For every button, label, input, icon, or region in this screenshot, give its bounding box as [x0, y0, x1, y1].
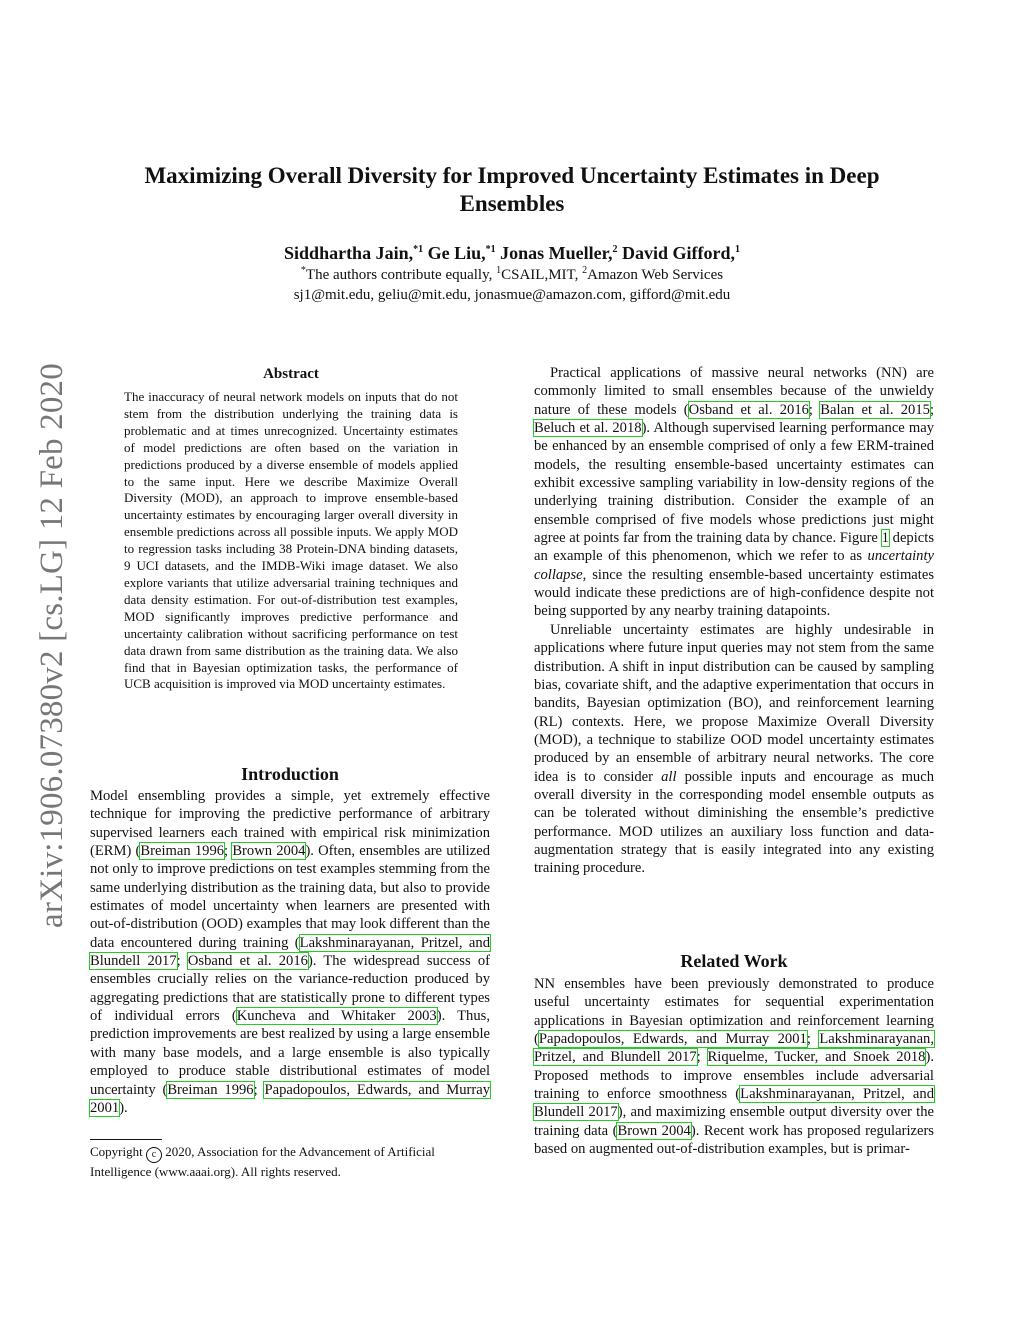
citation-link[interactable]: Lakshminarayanan, Pritzel, and Blundell 2017 — [534, 1086, 934, 1121]
affiliation-mark: 1 — [496, 265, 502, 276]
text-run: ). — [119, 1099, 128, 1116]
text-run: 2020, Association for the Advancement of Artificial Intelligence (www.aaai.org). All rights reserved. — [90, 1144, 435, 1179]
citation-link[interactable]: Breiman 1996 — [140, 843, 225, 860]
citation-link[interactable]: Breiman 1996 — [167, 1081, 254, 1098]
text-run: , since the resulting ensemble-based uncertainty estimates would indicate these predictions are of high-confidence despite not being supported by any nearby training datapoints. — [534, 566, 934, 620]
citation-link[interactable]: Lakshminarayanan, Pritzel, and Blundell 2017 — [90, 934, 490, 970]
text-run: ), and maximizing ensemble output diversity over the training data ( — [534, 1104, 934, 1139]
citation-link[interactable]: Brown 2004 — [617, 1122, 691, 1139]
text-run: ). The widespread success of ensembles crucially relies on the variance-reduction produced by aggregating predictions that are statistically prone to different types of individual errors ( — [90, 953, 490, 1025]
copyright-notice — [90, 1143, 490, 1180]
affiliation-amazon: Amazon Web Services — [587, 267, 724, 283]
author-affiliation-mark: *1 — [485, 244, 496, 255]
arxiv-identifier: arXiv:1906.07380v2 [cs.LG] 12 Feb 2020 — [33, 362, 70, 928]
right-column-body — [534, 364, 934, 878]
text-run: Unreliable uncertainty estimates are highly undesirable in applications where future input queries may not stem from the same distribution. A shift in input distribution can be caused by sampling bias, covariate shift, and the adaptive experimentation that occurs in bandits, Bayesian optimization (BO), and reinforcement learning (RL) contexts. Here, we propose Maximize Overall Diversity (MOD), a technique to stabilize OOD model uncertainty estimates produced by an ensemble of arbitrary neural networks. The core idea is to consider — [534, 621, 934, 785]
author-name: Siddhartha Jain, — [284, 243, 414, 263]
author-emails: sj1@mit.edu, geliu@mit.edu, jonasmue@amazon.com, gifford@mit.edu — [293, 287, 731, 303]
footnote-rule — [90, 1139, 162, 1140]
text-run: ; — [696, 1049, 708, 1066]
body-paragraph — [534, 621, 934, 878]
arxiv-identifier-sidebar — [30, 350, 74, 940]
body-paragraph — [534, 975, 934, 1158]
affiliation-mit: CSAIL,MIT, — [501, 267, 583, 283]
text-run: Copyright — [90, 1144, 146, 1159]
citation-link[interactable]: Papadopoulos, Edwards, and Murray 2001 — [90, 1081, 491, 1116]
equal-contribution-note: The authors contribute equally, — [305, 267, 497, 283]
text-run: ; — [176, 953, 188, 970]
author-list — [100, 241, 924, 265]
paper-title: Maximizing Overall Diversity for Improved Uncertainty Estimates in Deep Ensembles — [144, 163, 880, 216]
text-run: depicts an example of this phenomenon, which we refer to as — [534, 530, 934, 565]
text-run: ). Proposed methods to improve ensembles include adversarial training to enforce smoothness ( — [534, 1049, 934, 1103]
text-run: ). Thus, prediction improvements are best realized by using a large ensemble with many base models, and a large ensemble is also typically employed to produce stable distributional estimates of model uncertainty ( — [90, 1008, 490, 1098]
figure-reference-link[interactable]: 1 — [881, 530, 889, 547]
citation-link[interactable]: Balan et al. 2015 — [820, 401, 930, 418]
text-run: ; — [808, 401, 821, 418]
related-work-heading: Related Work — [680, 951, 788, 971]
emphasized-term: uncertainty collapse — [534, 548, 934, 583]
citation-link[interactable]: Osband et al. 2016 — [688, 401, 809, 418]
text-run: ). Often, ensembles are utilized not only to improve predictions on test examples stemming from the same underlying distribution as the training data, but also to provide estimates of model uncertainty when learners are presented with out-of-distribution (OOD) examples that may look different than the data encountered during training ( — [90, 843, 490, 951]
text-run: ). Recent work has proposed regularizers based on augmented out-of-distribution examples, but is primar- — [534, 1122, 934, 1158]
citation-link[interactable]: Lakshminarayanan, Pritzel, and Blundell 2017 — [534, 1031, 934, 1066]
introduction-heading: Introduction — [241, 764, 339, 784]
text-run: ; — [253, 1081, 265, 1098]
text-run: ). Although supervised learning performance may be enhanced by an ensemble comprised of only a few ERM-trained models, the resulting ensemble-based uncertainty estimates can exhibit excessive sampling variability in low-density regions of the underlying training distribution. Consider the example of an ensemble comprised of five models whose predictions just might agree at points far from the training data by chance. Figure — [534, 420, 935, 547]
author-affiliation-mark: *1 — [413, 244, 424, 255]
body-paragraph — [534, 364, 934, 621]
affiliations — [100, 265, 924, 285]
abstract-heading: Abstract — [263, 366, 319, 382]
introduction-body — [90, 787, 490, 1117]
citation-link[interactable]: Riquelme, Tucker, and Snoek 2018 — [707, 1049, 926, 1066]
affiliation-mark: * — [300, 265, 306, 276]
citation-link[interactable]: Brown 2004 — [232, 843, 306, 860]
author-name: David Gifford, — [621, 243, 735, 263]
citation-link[interactable]: Osband et al. 2016 — [187, 953, 308, 970]
related-work-body — [534, 975, 934, 1158]
emphasized-term: all — [661, 768, 677, 785]
text-run: ; — [224, 843, 233, 860]
text-run: ; — [806, 1031, 820, 1048]
author-name: Jonas Mueller, — [500, 243, 613, 263]
abstract-text: The inaccuracy of neural network models on inputs that do not stem from the distribution underlying the training data is problematic and at times unrecognized. Uncertainty estimates of model predictions are often based on the variation in predictions produced by a diverse ensemble of models applied to the same input. Here we describe Maximize Overall Diversity (MOD), an approach to improve ensemble-based uncertainty estimates by encouraging larger overall diversity in ensemble predictions across all possible inputs. We apply MOD to regression tasks including 38 Protein-DNA binding datasets, 9 UCI datasets, and the IMDB-Wiki image dataset. We also explore variants that utilize adversarial training techniques and data density estimation. For out-of-distribution test examples, MOD significantly improves predictive performance and uncertainty calibration without sacrificing performance on test data drawn from same distribution as the training data. We also find that in Bayesian optimization tasks, the performance of UCB acquisition is improved via MOD uncertainty estimates. — [124, 389, 458, 692]
text-run: ; — [929, 401, 935, 418]
copyright-symbol: c — [146, 1147, 162, 1163]
affiliation-mark: 2 — [582, 265, 588, 276]
author-name: Ge Liu, — [427, 243, 486, 263]
introduction-paragraph — [90, 787, 490, 1117]
citation-link[interactable]: Kuncheva and Whitaker 2003 — [236, 1008, 437, 1025]
text-run: Model ensembling provides a simple, yet extremely effective technique for improving the predictive performance of arbitrary supervised learners each trained with empirical risk minimization (ERM) ( — [90, 788, 490, 860]
citation-link[interactable]: Papadopoulos, Edwards, and Murray 2001 — [538, 1031, 807, 1048]
text-run: Practical applications of massive neural networks (NN) are commonly limited to small ensembles because of the unwieldy nature of these models ( — [534, 365, 934, 418]
author-affiliation-mark: 1 — [734, 244, 740, 255]
text-run: possible inputs and encourage as much overall diversity in the corresponding model ensemble outputs as can be tolerated without diminishing the ensemble’s predictive performance. MOD utilizes an auxiliary loss function and data-augmentation strategy that is easily integrated into any existing training procedure. — [534, 768, 934, 877]
text-run: NN ensembles have been previously demonstrated to produce useful uncertainty estimates for sequential experimentation applications in Bayesian optimization and reinforcement learning ( — [534, 976, 934, 1048]
citation-link[interactable]: Beluch et al. 2018 — [534, 420, 642, 437]
author-affiliation-mark: 2 — [612, 244, 618, 255]
